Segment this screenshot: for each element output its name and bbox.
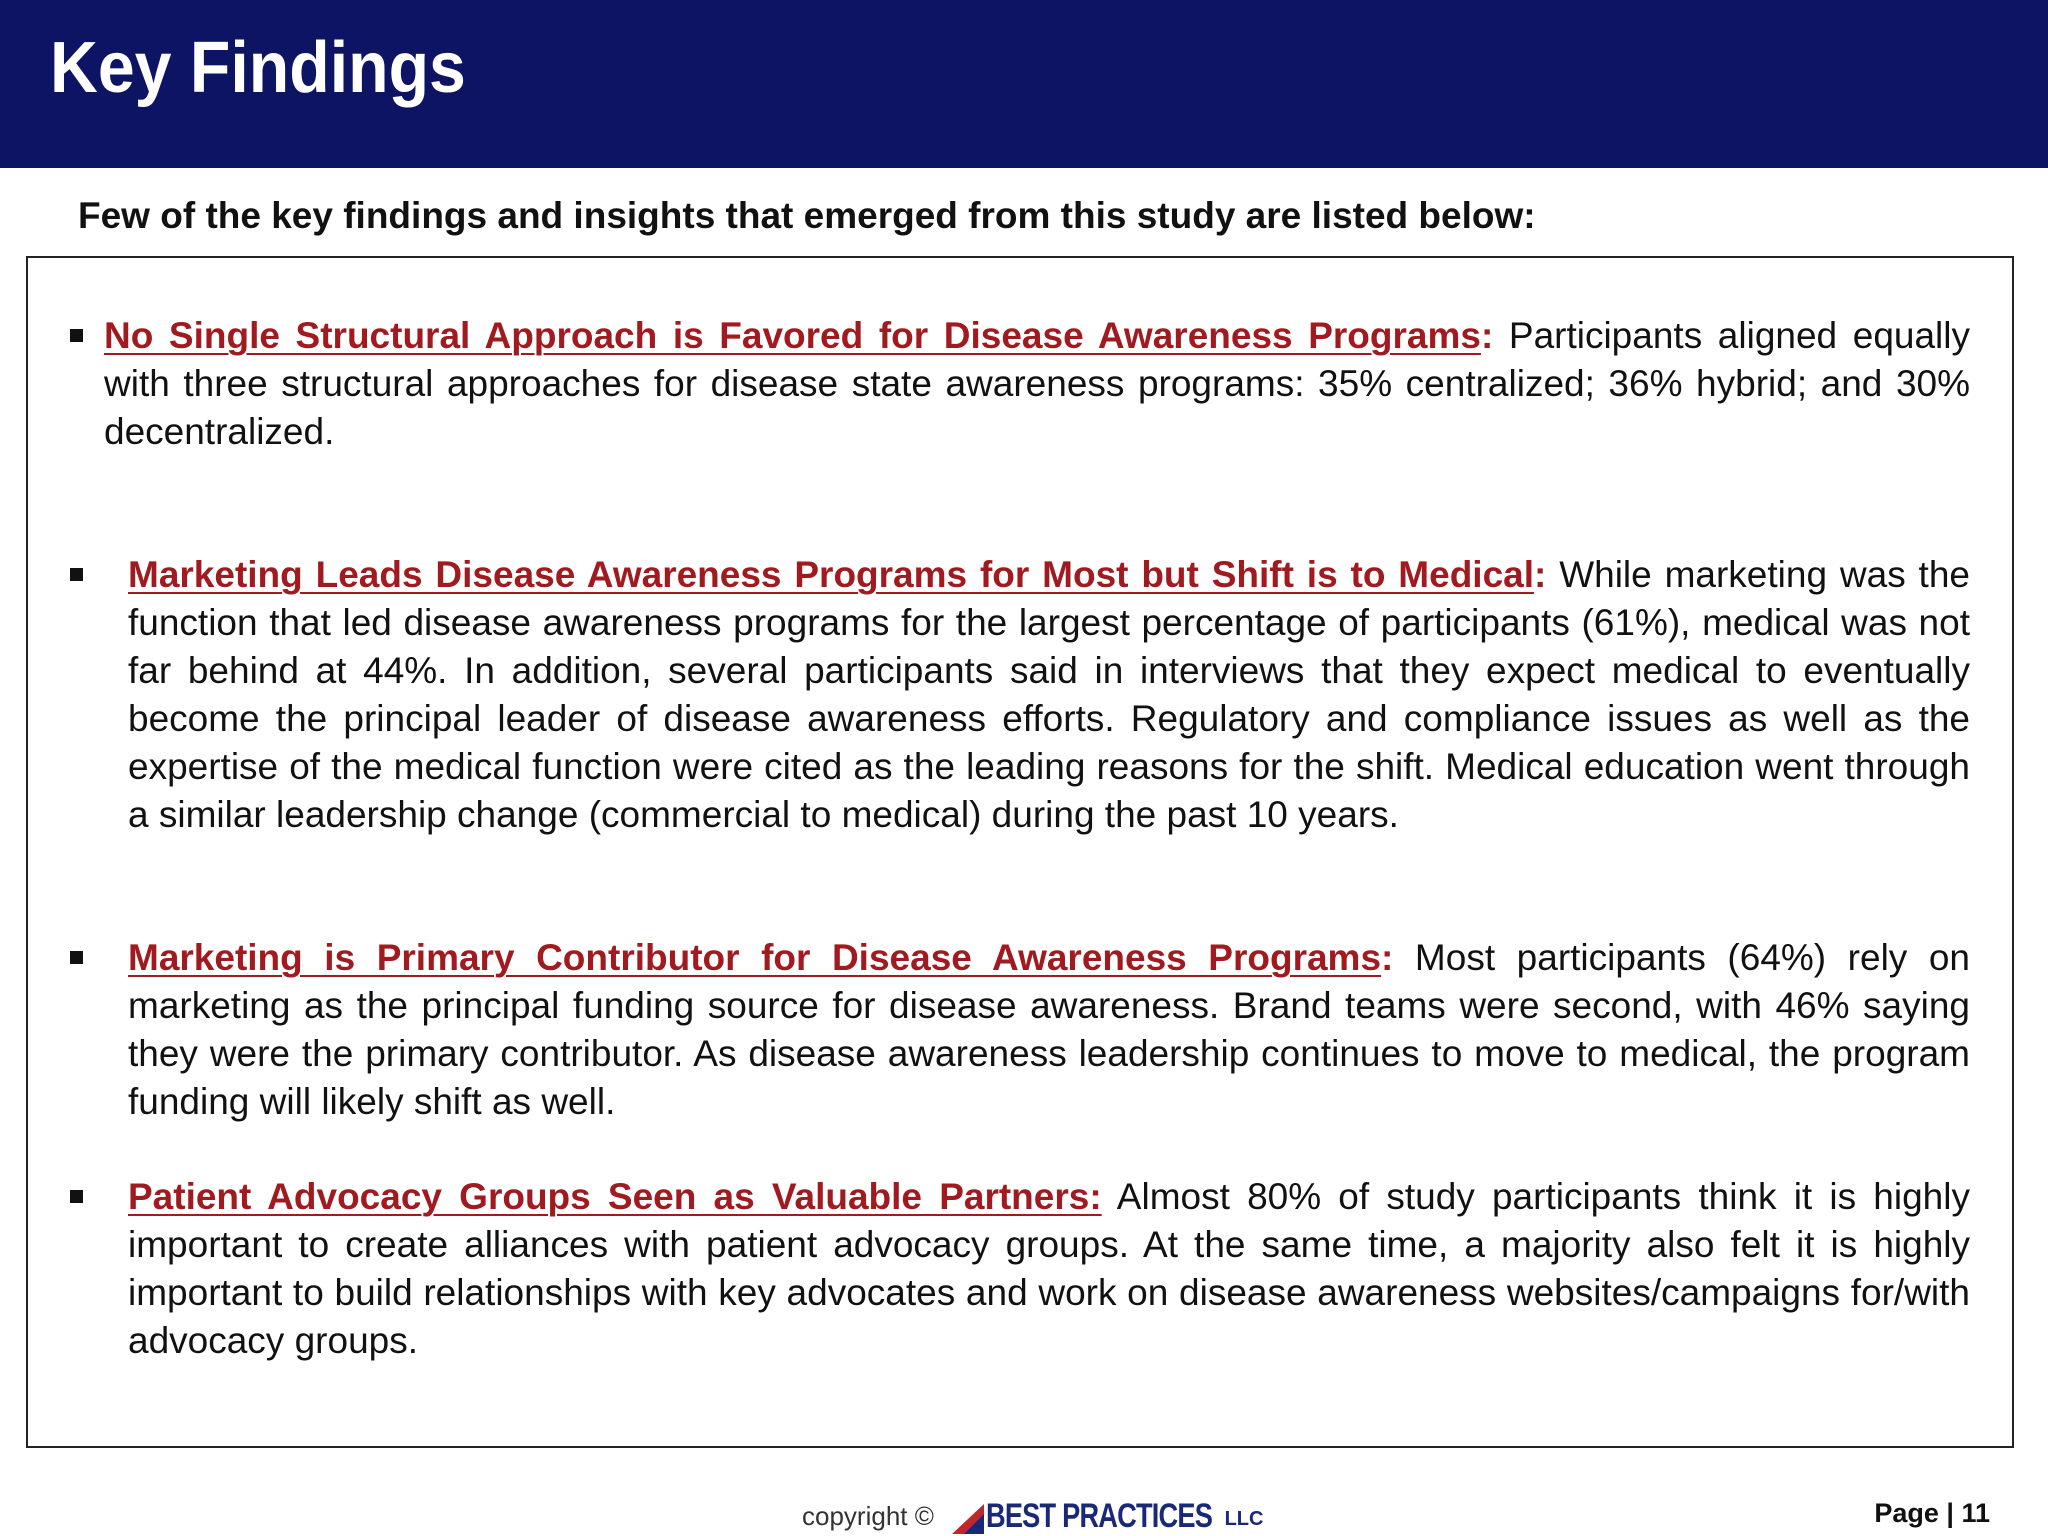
finding-heading: Patient Advocacy Groups Seen as Valuable Partners: [128,1176,1102,1217]
finding-colon: : [1381,937,1394,978]
finding-colon: : [1480,315,1494,356]
company-logo [952,1494,1263,1534]
logo-swoosh-icon [952,1504,984,1534]
square-bullet-icon [70,568,83,581]
copyright-text: copyright © [802,1501,934,1531]
finding-text [128,551,1970,839]
finding-item [28,1173,2016,1365]
finding-heading: No Single Structural Approach is Favored for Disease Awareness Programs [104,315,1481,356]
finding-text [128,1173,1970,1365]
finding-heading: Marketing Leads Disease Awareness Programs for Most but Shift is to Medical [128,554,1535,595]
square-bullet-icon [70,1190,83,1203]
finding-body: Almost 80% of study participants think it is highly important to create alliances with patient advocacy groups. At the same time, a majority also felt it is highly important to build relationships with key advocates and work on disease awareness websites/campaigns for/with advocacy groups. [128,1176,1970,1361]
findings-box [26,256,2014,1448]
square-bullet-icon [70,329,83,342]
title-bar [0,0,2048,168]
finding-item [28,312,2016,456]
finding-body: While marketing was the function that led disease awareness programs for the largest percentage of participants (61%), medical was not far behind at 44%. In addition, several participants said in interviews that they expect medical to eventually become the principal leader of disease awareness efforts. Regulatory and compliance issues as well as the expertise of the medical function were cited as the leading reasons for the shift. Medical education went through a similar leadership change (commercial to medical) during the past 10 years. [128,554,1970,835]
page-title: Key Findings [50,28,466,108]
finding-colon: : [1534,554,1547,595]
finding-body: Most participants (64%) rely on marketing as the principal funding source for disease awareness. Brand teams were second, with 46% saying they were the primary contributor. As disease awareness leadership continues to move to medical, the program funding will likely shift as well. [128,937,1971,1122]
square-bullet-icon [70,951,83,964]
finding-text [128,934,1970,1126]
page-number: Page | 11 [1874,1498,1990,1528]
logo-text: BEST PRACTICES [986,1497,1213,1535]
intro-text: Few of the key findings and insights that emerged from this study are listed below: [78,195,1536,236]
finding-item [28,934,2016,1126]
logo-suffix: LLC [1224,1508,1264,1530]
finding-text [104,312,1970,456]
finding-body: Participants aligned equally with three structural approaches for disease state awareness programs: 35% centralized; 36% hybrid; and 30% decentralized. [104,315,1970,452]
finding-heading: Marketing is Primary Contributor for Disease Awareness Programs [128,937,1382,978]
finding-item [28,551,2016,839]
